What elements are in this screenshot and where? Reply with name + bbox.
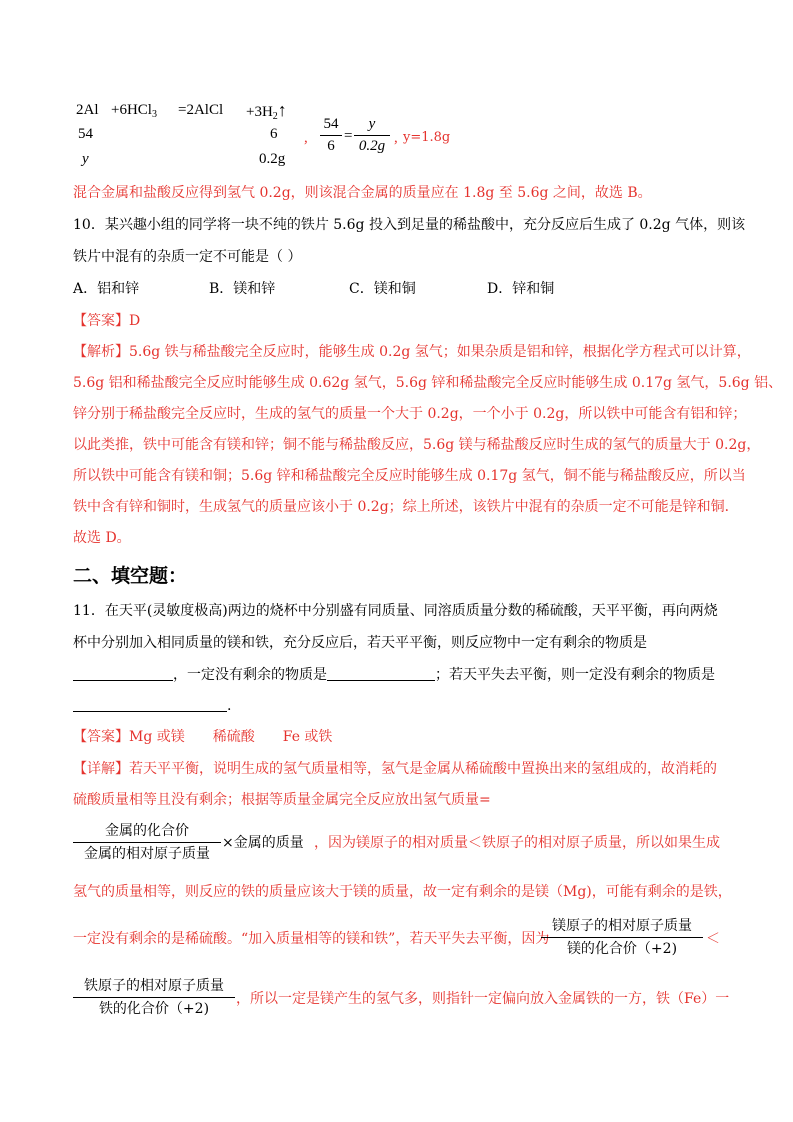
blank-3[interactable] [73,697,227,712]
fraction-fe-mass-over-valence: 铁原子的相对原子质量 铁的化合价（+2) [73,977,235,1018]
q11-line-1: 11．在天平(灵敏度极高)两边的烧杯中分别盛有同质量、同溶质质量分数的稀硫酸，天平平衡，再向两烧 [73,603,718,619]
q10-option-c: C．镁和铜 [349,281,416,297]
q11-line-2: 杯中分别加入相同质量的镁和铁，充分反应后，若天平平衡，则反应物中一定有剩余的物质是 [73,635,647,651]
q11-line-3: ，一定没有剩余的物质是 ；若天平失去平衡，则一定没有剩余的物质是 [73,666,715,684]
q10-analysis-line-5: 所以铁中可能含有镁和铜；5.6g 锌和稀盐酸完全反应时能够生成 0.17g 氢气，铜不能与稀盐酸反应，所以当 [73,468,746,484]
section-title: 二、填空题： [73,565,188,587]
q11-detail-line-4: 氢气的质量相等，则反应的铁的质量应该大于镁的质量，故一定有剩余的是镁（Mg)，可能有剩余的是铁， [73,884,732,900]
blank-1[interactable] [73,666,173,681]
q10-line-2: 铁片中混有的杂质一定不可能是（ ） [73,249,302,265]
eq-mass-54: 54 [78,126,93,142]
q10-analysis-line-2: 5.6g 铝和稀盐酸完全反应时能够生成 0.62g 氢气，5.6g 锌和稀盐酸完全反应时能够生成 0.17g 氢气，5.6g 铝、 [73,375,783,391]
eq-fraction-54-6: 54 6 [320,116,342,155]
eq-term-h2: $+3H_2↑$ [246,100,287,122]
eq-comma-2: , [394,130,398,146]
eq-var-y: y [82,151,89,167]
eq-result: y=1.8g [403,130,451,145]
conclusion-text: 混合金属和盐酸反应得到氢气 0.2g，则该混合金属的质量应在 1.8g 至 5.6g 之间，故选 B。 [73,185,652,201]
less-than-sign: ＜ [706,931,720,947]
q10-option-a: A．铝和锌 [73,281,140,297]
q11-line-4: . [73,697,231,715]
q10-analysis-line-3: 锌分别于稀盐酸完全反应时，生成的氢气的质量一个大于 0.2g，一个小于 0.2g，所以铁中可能含有铝和锌； [73,406,747,422]
fraction-mg-mass-over-valence: 镁原子的相对原子质量 镁的化合价（+2) [541,917,703,958]
eq-comma-1: , [304,130,308,146]
times-metal-mass: ×金属的质量 [222,835,304,851]
q11-answer: 【答案】Mg 或镁 稀硫酸 Fe 或铁 [73,729,333,745]
q11-detail-line-1: 【详解】若天平平衡，说明生成的氢气质量相等，氢气是金属从稀硫酸中置换出来的氢组成的，故消耗的 [73,761,717,777]
q10-answer: 【答案】D [73,313,141,329]
q10-analysis-line-1: 【解析】5.6g 铁与稀盐酸完全反应时，能够生成 0.2g 氢气；如果杂质是铝和锌，根据化学方程式可以计算， [73,344,751,360]
q11-detail-line-3-tail: ，因为镁原子的相对质量＜铁原子的相对原子质量，所以如果生成 [314,835,720,851]
q10-analysis-line-7: 故选 D。 [73,530,131,546]
q10-option-b: B．镁和锌 [209,281,276,297]
eq-term-al: 2Al [76,102,99,118]
q10-analysis-line-6: 铁中含有锌和铜时，生成氢气的质量应该小于 0.2g；综上所述，该铁片中混有的杂质一定不可能是锌和铜． [73,499,739,515]
q10-analysis-line-4: 以此类推，铁中可能含有镁和锌；铜不能与稀盐酸反应，5.6g 镁与稀盐酸反应时生成的氢气的质量大于 0.2g， [73,437,761,453]
eq-equals: = [344,128,353,144]
equation-row [76,102,99,119]
q10-option-d: D．锌和铜 [487,281,555,297]
eq-mass-6: 6 [270,126,278,142]
blank-2[interactable] [327,666,435,681]
fraction-valence-over-atomic-mass: 金属的化合价 金属的相对原子质量 [73,822,221,863]
q10-line-1: 10．某兴趣小组的同学将一块不纯的铁片 5.6g 投入到足量的稀盐酸中，充分反应后生成了 0.2g 气体，则该 [73,217,746,233]
q11-detail-line-2: 硫酸质量相等且没有剩余；根据等质量金属完全反应放出氢气质量= [73,792,491,808]
q11-detail-line-6-tail: ，所以一定是镁产生的氢气多，则指针一定偏向放入金属铁的一方，铁（Fe）一 [236,991,730,1007]
eq-fraction-y-0-2g: y 0.2g [354,116,390,155]
eq-term-hcl: +6HCl$_3$ [111,102,157,120]
eq-var-0-2g: 0.2g [259,151,286,167]
eq-term-alcl: =2AlCl [178,102,224,118]
q11-detail-line-5: 一定没有剩余的是稀硫酸。“加入质量相等的镁和铁”，若天平失去平衡，因为 [73,931,550,947]
